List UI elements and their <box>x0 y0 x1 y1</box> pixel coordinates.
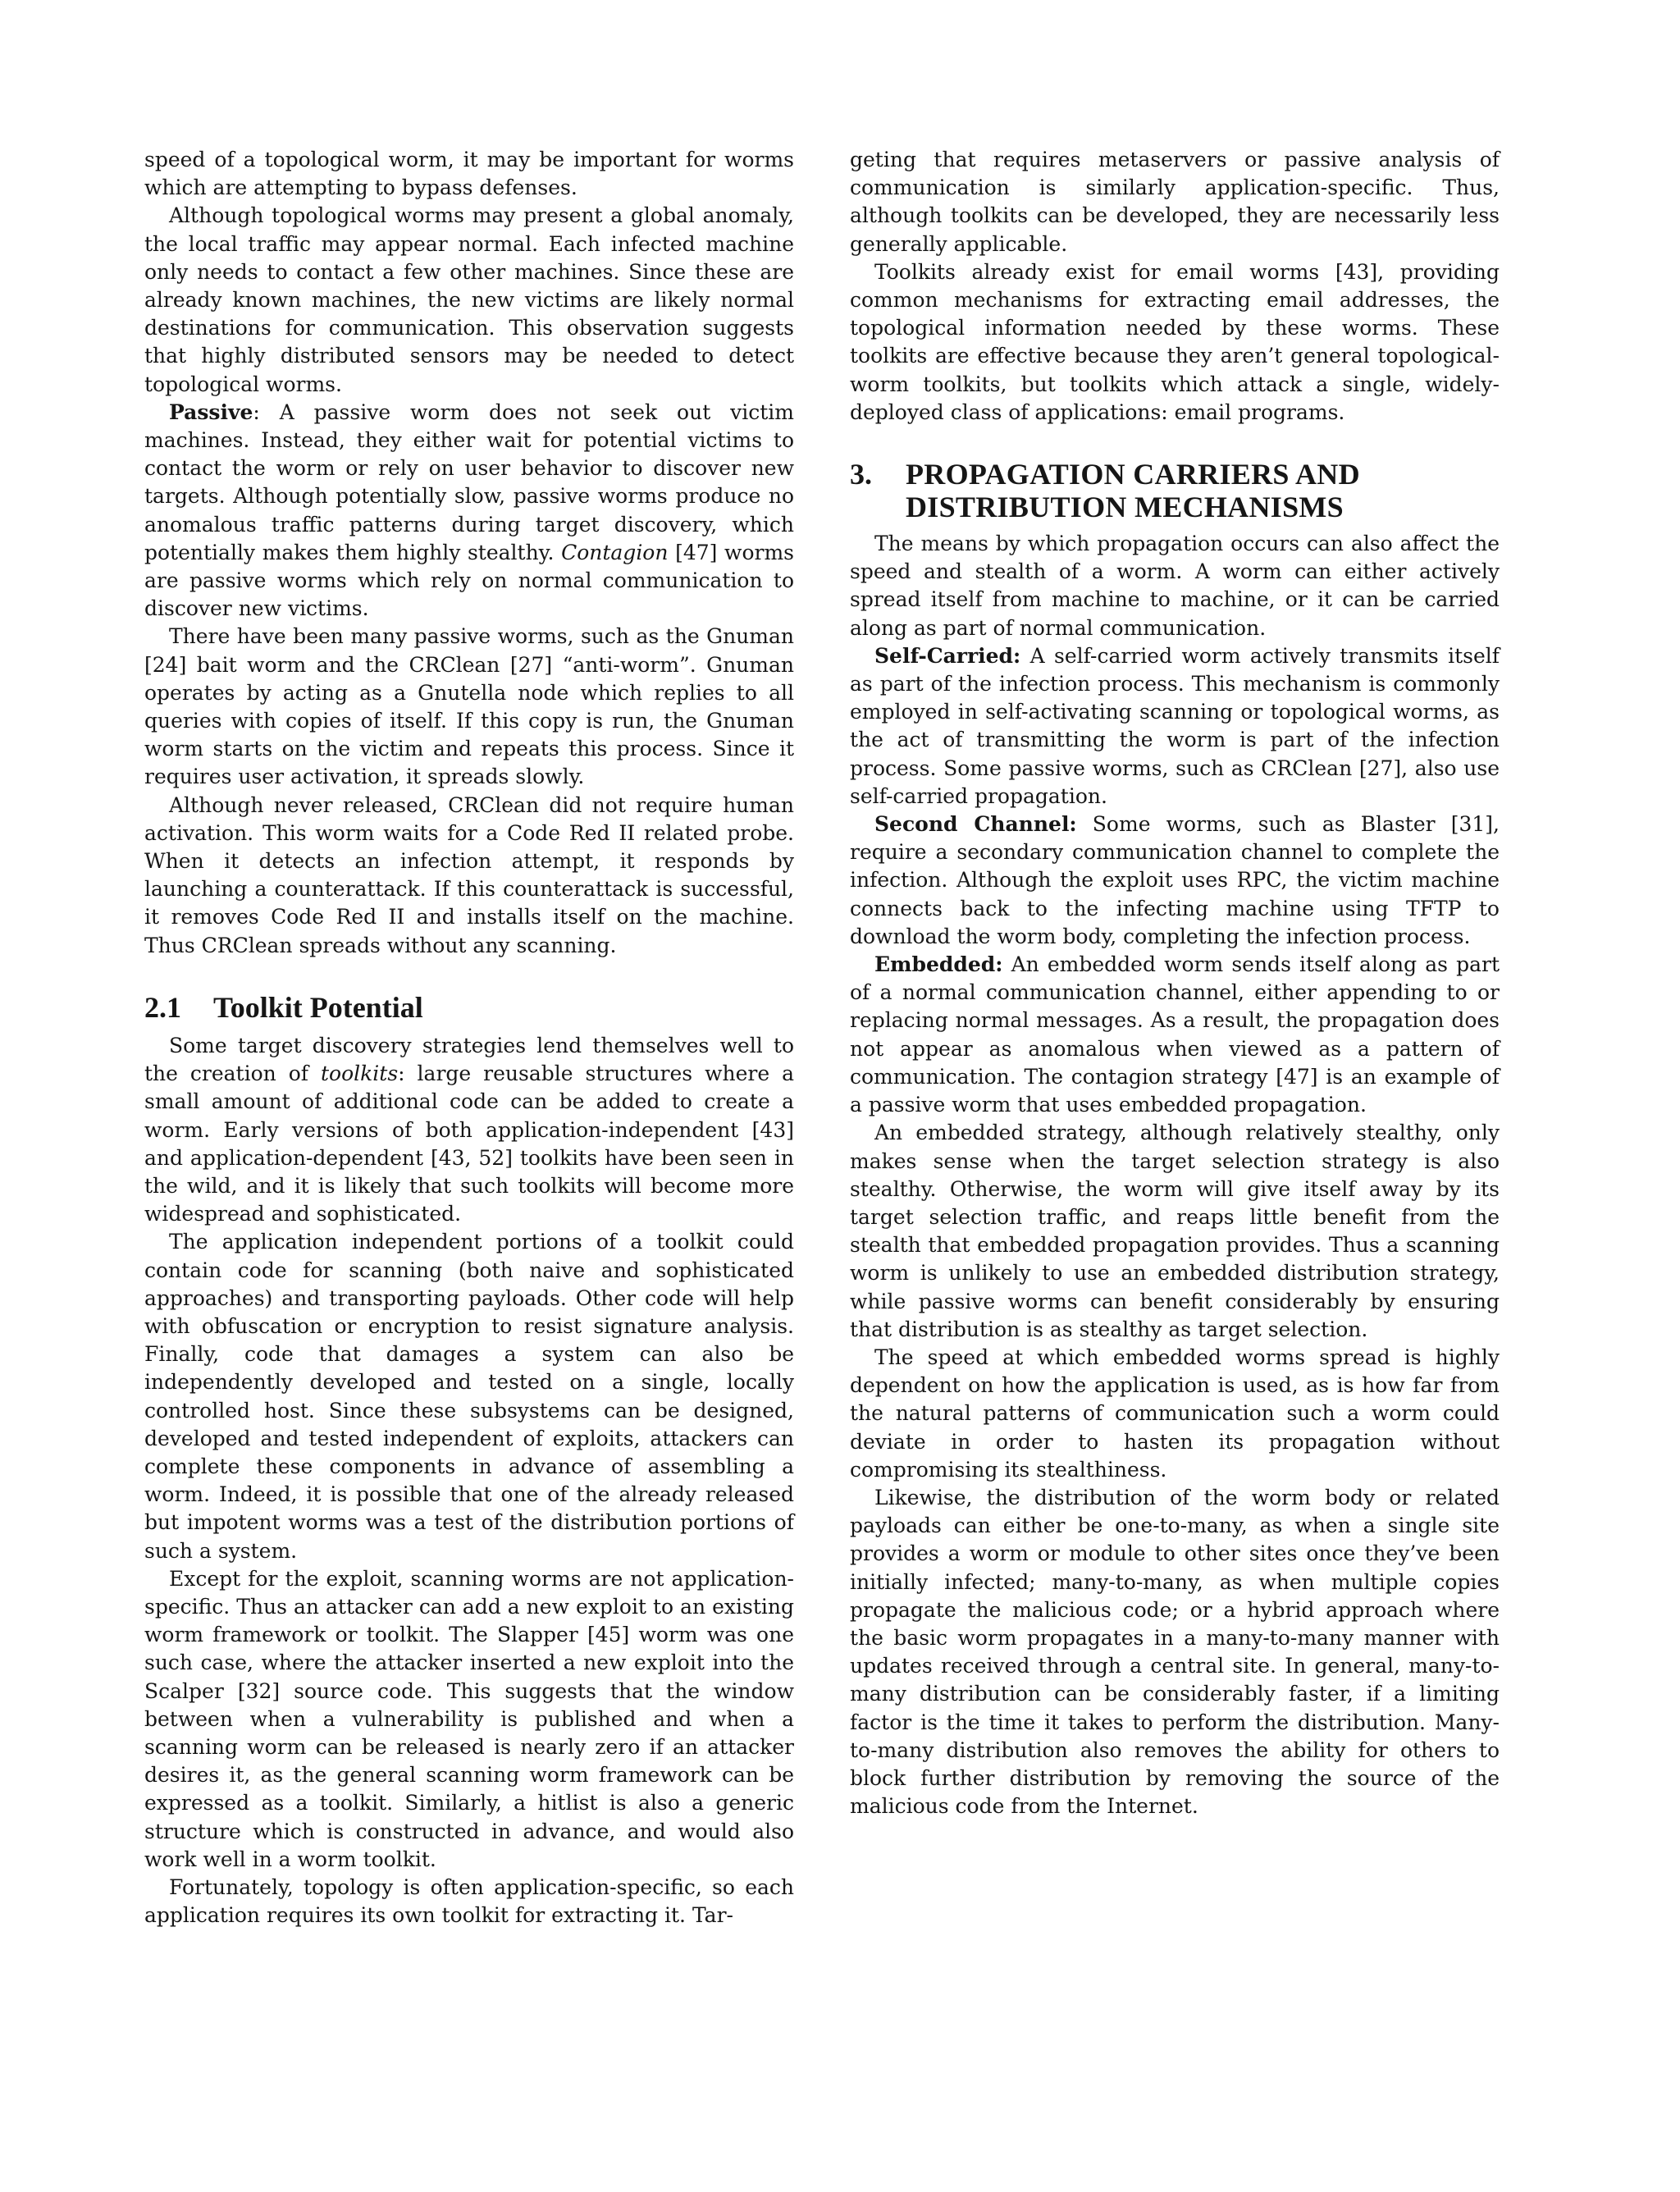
paragraph-self-carried <box>850 642 1500 811</box>
paragraph: speed of a topological worm, it may be important for worms which are attempting to bypass defenses. <box>144 148 794 200</box>
paragraph-passive <box>144 399 794 623</box>
paragraph-lead: Second Channel: <box>874 812 1077 837</box>
paragraph: The application independent portions of a toolkit could contain code for scanning (both naive and sophisticated approaches) and transporting payloads. Other code will help with obfuscation or encryption to resist signature analysis. Finally, code that damages a system can also be independently developed and tested on a single, locally controlled host. Since these subsystems can be designed, developed and tested independent of exploits, attackers can complete these components in advance of assembling a worm. Indeed, it is possible that one of the already released but impotent worms was a test of the distribution portions of such a system. <box>144 1230 794 1563</box>
paragraph-lead: Passive <box>169 400 253 424</box>
paragraph: There have been many passive worms, such as the Gnuman [24] bait worm and the CRClean [27] “anti-worm”. Gnuman operates by acting as a Gnutella node which replies to all queries with copies of itself. If this copy is run, the Gnuman worm starts on the victim and repeats this process. Since it requires user activation, it spreads slowly. <box>144 624 794 789</box>
paragraph-text: A self-carried worm actively transmits itself as part of the infection process. This mechanism is commonly employed in self-activating scanning or topological worms, as the act of transmitting the worm is part of the infection process. Some passive worms, such as CRClean [27], also use self-carried propagation. <box>850 643 1500 808</box>
paragraph-text: Some target discovery strategies lend themselves well to the creation of <box>144 1033 794 1086</box>
paragraph <box>144 1032 794 1228</box>
paragraph-text: An embedded worm sends itself along as part of a normal communication channel, either appending to or replacing normal messages. As a result, the propagation does not appear as anomalous when viewed as a pattern of communication. The contagion strategy [47] is an example of a passive worm that uses embedded propagation. <box>850 952 1500 1117</box>
paragraph: Although topological worms may present a global anomaly, the local traffic may appear normal. Each infected machine only needs to contact a few other machines. Since these are already known machines, the new victims are likely normal destinations for communication. This observation suggests that highly distributed sensors may be needed to detect topological worms. <box>144 203 794 396</box>
paragraph-embedded <box>850 951 1500 1119</box>
paragraph: Except for the exploit, scanning worms are not application-specific. Thus an attacker can add a new exploit to an existing worm framework or toolkit. The Slapper [45] worm was one such case, where the attacker inserted a new exploit into the Scalper [32] source code. This suggests that the window between when a vulnerability is published and when a scanning worm can be released is nearly zero if an attacker desires it, as the general scanning worm framework can be expressed as a toolkit. Similarly, a hitlist is also a generic structure which is constructed in advance, and would also work well in a worm toolkit. <box>144 1566 794 1871</box>
subsection-number: 2.1 <box>144 990 181 1024</box>
subsection-heading <box>144 989 794 1025</box>
paragraph: Fortunately, topology is often application-specific, so each application requires its own toolkit for extracting it. Tar- <box>144 1875 794 1928</box>
paragraph: An embedded strategy, although relatively stealthy, only makes sense when the target selection strategy is also stealthy. Otherwise, the worm will give itself away by its target selection traffic, and reaps little benefit from the stealth that embedded propagation provides. Thus a scanning worm is unlikely to use an embedded distribution strategy, while passive worms can benefit considerably by ensuring that distribution is as stealthy as target selection. <box>850 1121 1500 1341</box>
right-column <box>850 146 1500 1820</box>
subsection-title: Toolkit Potential <box>213 990 423 1024</box>
paragraph-lead: Embedded: <box>874 952 1003 977</box>
paragraph: Toolkits already exist for email worms [43], providing common mechanisms for extracting email addresses, the topological information needed by these worms. These toolkits are effective because they aren’t general topological-worm toolkits, but toolkits which attack a single, widely-deployed class of applications: email programs. <box>850 259 1500 424</box>
paragraph: The speed at which embedded worms spread is highly dependent on how the application is used, as is how far from the natural patterns of communication such a worm could deviate in order to hasten its propagation without compromising its stealthiness. <box>850 1345 1500 1482</box>
paragraph: Likewise, the distribution of the worm body or related payloads can either be one-to-many, as when a single site provides a worm or module to other sites once they’ve been initially infected; many-to-many, as when multiple copies propagate the malicious code; or a hybrid approach where the basic worm propagates in a many-to-many manner with updates received through a central site. In general, many-to-many distribution can be considerably faster, if a limiting factor is the time it takes to perform the distribution. Many-to-many distribution also removes the ability for others to block further distribution by removing the source of the malicious code from the Internet. <box>850 1485 1500 1819</box>
paragraph-text: Some worms, such as Blaster [31], require a secondary communication channel to complete the infection. Although the exploit uses RPC, the victim machine connects back to the infecting machine using TFTP to download the worm body, completing the infection process. <box>850 812 1500 948</box>
section-heading <box>850 458 1500 523</box>
emphasis-text: Contagion <box>561 540 669 564</box>
paragraph-text: : large reusable structures where a small amount of additional code can be added to create a worm. Early versions of both application-independent [43] and application-dependent [43, 52] toolkits have been seen in the wild, and it is likely that such toolkits will become more widespread and sophisticated. <box>144 1062 795 1226</box>
section-number: 3. <box>850 458 872 491</box>
left-column <box>144 146 794 1929</box>
section-title: PROPAGATION CARRIERS AND DISTRIBUTION MECHANISMS <box>906 458 1360 524</box>
paragraph-text: [47] worms are passive worms which rely on normal communication to discover new victims. <box>144 540 794 621</box>
paragraph: geting that requires metaservers or passive analysis of communication is similarly application-specific. Thus, although toolkits can be developed, they are necessarily less generally applicable. <box>850 148 1500 256</box>
emphasis-text: toolkits <box>320 1062 399 1086</box>
paragraph-text: : A passive worm does not seek out victim machines. Instead, they either wait for potential victims to contact the worm or rely on user behavior to discover new targets. Although potentially slow, passive worms produce no anomalous traffic patterns during target discovery, which potentially makes them highly stealthy. <box>144 400 794 564</box>
paragraph-second-channel <box>850 811 1500 951</box>
paragraph: Although never released, CRClean did not require human activation. This worm waits for a Code Red II related probe. When it detects an infection attempt, it responds by launching a counterattack. If this counterattack is successful, it removes Code Red II and installs itself on the machine. Thus CRClean spreads without any scanning. <box>144 792 794 957</box>
paragraph-lead: Self-Carried: <box>874 643 1021 668</box>
paragraph: The means by which propagation occurs can also affect the speed and stealth of a worm. A worm can either actively spread itself from machine to machine, or it can be carried along as part of normal communication. <box>850 532 1500 640</box>
